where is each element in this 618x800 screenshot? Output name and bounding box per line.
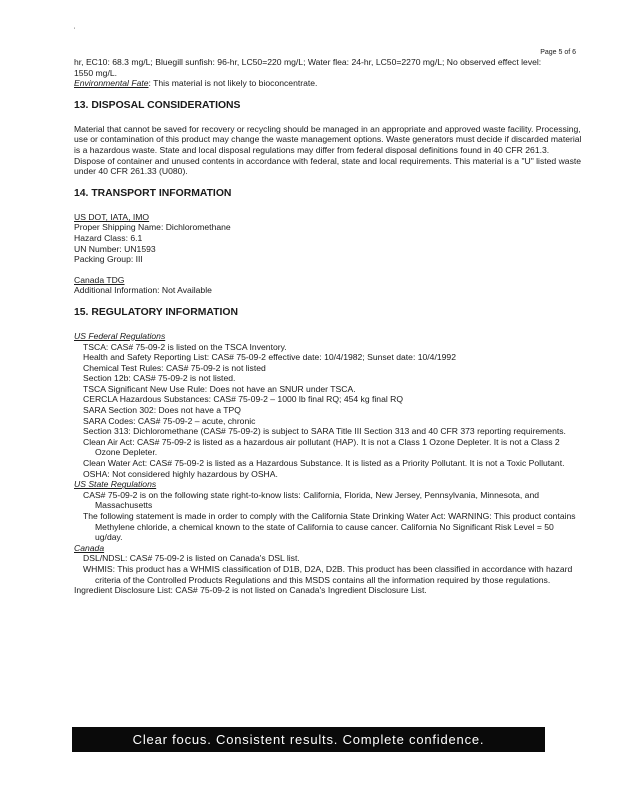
transport-line: Additional Information: Not Available	[74, 285, 212, 296]
environmental-fate	[74, 78, 582, 89]
canada-item: DSL/NDSL: CAS# 75-09-2 is listed on Canada's DSL list.	[83, 553, 300, 564]
transport-line: Packing Group: III	[74, 254, 143, 265]
federal-item: Health and Safety Reporting List: CAS# 75-09-2 effective date: 10/4/1982; Sunset date: 10/4/1992	[83, 352, 456, 363]
federal-item: SARA Section 302: Does not have a TPQ	[83, 405, 241, 416]
state-item: The following statement is made in order to comply with the California State Drinking Water Act: WARNING: This product contains Methylene chloride, a chemical known to the state of California to cause cancer. California No Significant Risk Level = 50 ug/day.	[83, 511, 576, 543]
federal-item: TSCA: CAS# 75-09-2 is listed on the TSCA Inventory.	[83, 341, 287, 352]
state-item: CAS# 75-09-2 is on the following state right-to-know lists: California, Florida, New Jersey, Pennsylvania, Minnesota, and Massachusetts	[83, 489, 540, 511]
section-14-title: 14. TRANSPORT INFORMATION	[74, 187, 232, 199]
us-transport-heading: US DOT, IATA, IMO	[74, 211, 150, 222]
transport-line: Proper Shipping Name: Dichloromethane	[74, 222, 231, 233]
section-15-title: 15. REGULATORY INFORMATION	[74, 306, 238, 318]
scan-mark: '	[74, 28, 76, 34]
federal-item: SARA Codes: CAS# 75-09-2 – acute, chronic	[83, 415, 256, 426]
transport-line: UN Number: UN1593	[74, 243, 156, 254]
federal-item: CERCLA Hazardous Substances: CAS# 75-09-2 – 1000 lb final RQ; 454 kg final RQ	[83, 394, 404, 405]
transport-line: Hazard Class: 6.1	[74, 232, 143, 243]
footer-banner	[72, 727, 545, 752]
canada-heading: Canada	[74, 542, 105, 553]
environmental-fate-text: : This material is not likely to bioconcentrate.	[148, 78, 318, 89]
federal-item: TSCA Significant New Use Rule: Does not have an SNUR under TSCA.	[83, 383, 356, 394]
federal-item: OSHA: Not considered highly hazardous by OSHA.	[83, 468, 278, 479]
disposal-paragraph: Material that cannot be saved for recovery or recycling should be managed in an appropriate and approved waste facility. Processing, use or contamination of this product may change the waste management options. Waste generators must decide if discarded material is a hazardous waste. State and local disposal regulations may differ from federal disposal definitions found in 40 CFR 261.3. Dispose of container and unused contents in accordance with federal, state and local requirements. This material is a "U" listed waste under 40 CFR 261.33 (U080).	[74, 123, 582, 177]
us-state-heading: US State Regulations	[74, 479, 157, 490]
environmental-fate-label: Environmental Fate	[74, 78, 149, 89]
ecotox-line-2: 1550 mg/L.	[74, 67, 117, 78]
federal-item: Section 12b: CAS# 75-09-2 is not listed.	[83, 373, 236, 384]
footer-tagline: Clear focus. Consistent results. Complete confidence.	[132, 732, 485, 747]
federal-item: Chemical Test Rules: CAS# 75-09-2 is not listed	[83, 362, 266, 373]
canada-item: Ingredient Disclosure List: CAS# 75-09-2 is not listed on Canada's Ingredient Disclosure List.	[74, 585, 427, 596]
federal-item: Clean Air Act: CAS# 75-09-2 is listed as a hazardous air pollutant (HAP). It is not a Class 1 Ozone Depleter. It is not a Class 2 Ozone Depleter.	[83, 436, 560, 458]
us-federal-heading: US Federal Regulations	[74, 330, 166, 341]
federal-item: Clean Water Act: CAS# 75-09-2 is listed as a Hazardous Substance. It is listed as a Priority Pollutant. It is not a Toxic Pollutant.	[83, 458, 565, 469]
canada-transport-heading: Canada TDG	[74, 274, 125, 285]
federal-item: Section 313: Dichloromethane (CAS# 75-09-2) is subject to SARA Title III Section 313 and 40 CFR 373 reporting requirements.	[83, 426, 566, 437]
page-number: Page 5 of 6	[540, 49, 576, 56]
section-13-title: 13. DISPOSAL CONSIDERATIONS	[74, 99, 241, 111]
canada-item: WHMIS: This product has a WHMIS classification of D1B, D2A, D2B. This product has been classified in accordance with hazard criteria of the Controlled Products Regulations and this MSDS contains all the information required by those regulations.	[83, 563, 573, 585]
ecotox-line-1: hr, EC10: 68.3 mg/L; Bluegill sunfish: 96-hr, LC50=220 mg/L; Water flea: 24-hr, LC50=2270 mg/L; No observed effect level:	[74, 57, 542, 67]
document-body	[74, 57, 582, 596]
